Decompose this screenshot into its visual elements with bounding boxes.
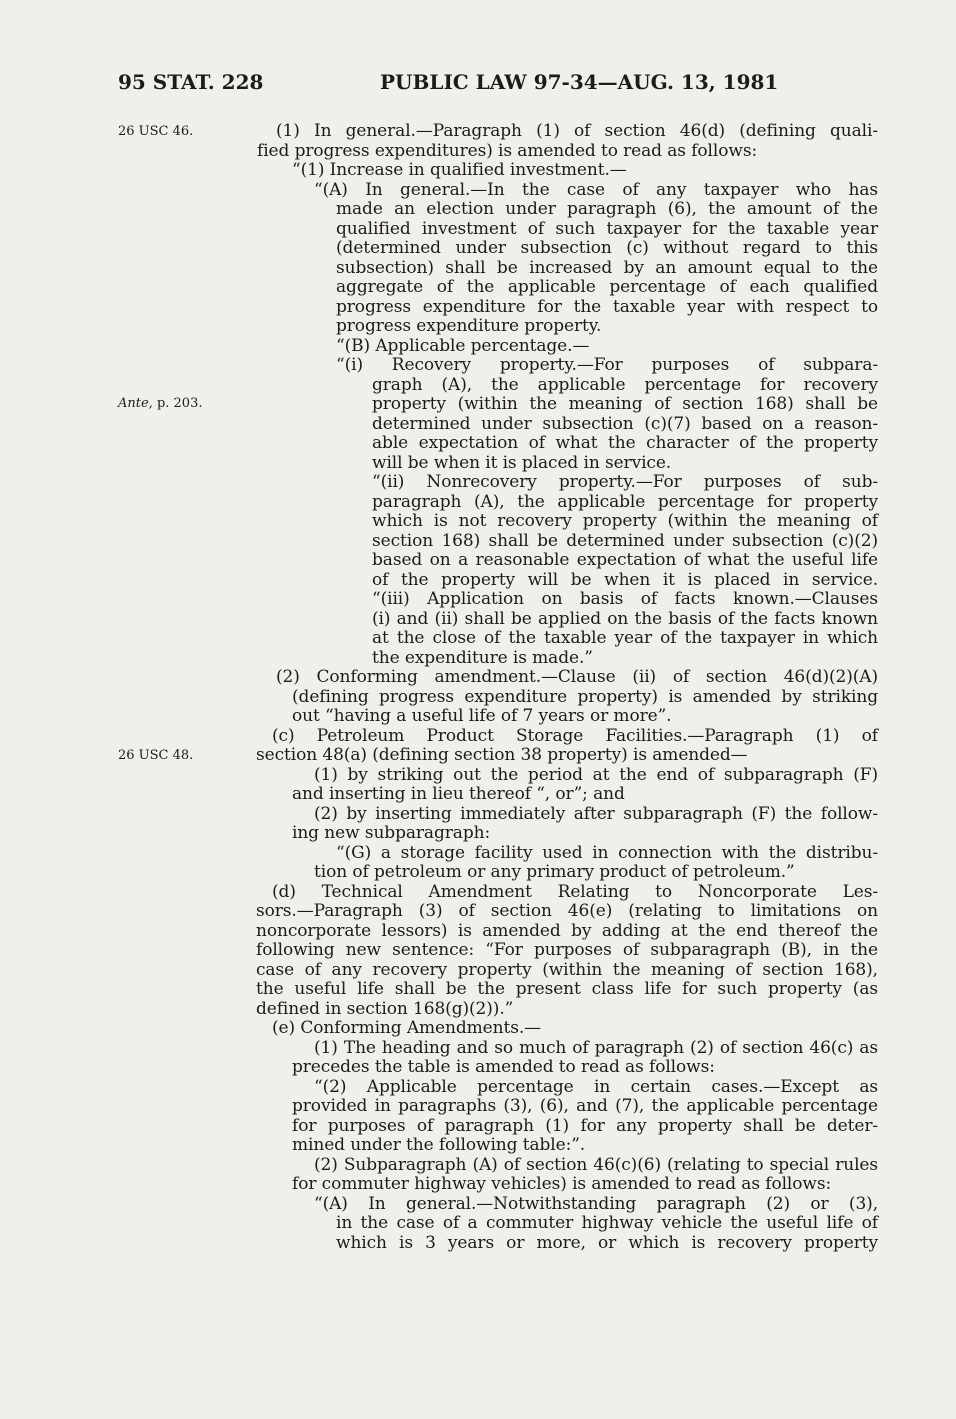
text-line: “(G) a storage facility used in connection with the distribu- [336, 842, 878, 863]
margin-note-ante-page: p. 203. [152, 396, 203, 411]
text-line: fied progress expenditures) is amended to read as follows: [257, 140, 758, 161]
text-line: section 48(a) (defining section 38 property) is amended— [256, 745, 748, 765]
text-line: provided in paragraphs (3), (6), and (7), the applicable percentage [292, 1096, 878, 1116]
text-line: “(1) Increase in qualified investment.— [292, 160, 627, 180]
margin-note-ante [118, 396, 202, 411]
text-line: for commuter highway vehicles) is amended to read as follows: [292, 1174, 832, 1194]
text-line: made an election under paragraph (6), the amount of the [336, 199, 878, 219]
text-line: (2) Conforming amendment.—Clause (ii) of section 46(d)(2)(A) [276, 667, 878, 687]
text-line: (1) The heading and so much of paragraph (2) of section 46(c) as [314, 1037, 878, 1058]
text-line: subsection) shall be increased by an amount equal to the [336, 257, 878, 278]
text-line: sors.—Paragraph (3) of section 46(e) (relating to limitations on [256, 901, 878, 921]
text-line: and inserting in lieu thereof “, or”; and [292, 784, 625, 804]
text-line: in the case of a commuter highway vehicle the useful life of [336, 1213, 878, 1233]
text-line: progress expenditure for the taxable year with respect to [336, 296, 878, 317]
text-line: (2) Subparagraph (A) of section 46(c)(6) (relating to special rules [314, 1154, 878, 1175]
page-header [0, 70, 956, 102]
text-line: progress expenditure property. [336, 316, 602, 336]
text-line: (2) by inserting immediately after subparagraph (F) the follow- [314, 803, 878, 824]
text-line: paragraph (A), the applicable percentage for property [372, 491, 878, 512]
text-line: (1) In general.—Paragraph (1) of section 46(d) (defining quali- [276, 121, 878, 141]
statute-body [256, 122, 878, 1253]
text-line: based on a reasonable expectation of what the useful life [372, 550, 878, 570]
text-line: (c) Petroleum Product Storage Facilities.—Paragraph (1) of [272, 725, 878, 746]
text-line: out “having a useful life of 7 years or more”. [292, 706, 672, 726]
text-line: (1) by striking out the period at the end of subparagraph (F) [314, 764, 878, 785]
text-line: following new sentence: “For purposes of subparagraph (B), in the [256, 940, 878, 960]
text-line: tion of petroleum or any primary product of petroleum.” [314, 862, 795, 882]
text-line: “(ii) Nonrecovery property.—For purposes of sub- [372, 472, 878, 492]
text-line: mined under the following table:”. [292, 1135, 586, 1155]
margin-note-ante-italic: Ante, [118, 396, 153, 411]
text-line: determined under subsection (c)(7) based on a reason- [372, 413, 878, 434]
text-line: (determined under subsection (c) without regard to this [336, 238, 878, 258]
text-line: able expectation of what the character of the property [372, 433, 878, 453]
text-line: of the property will be when it is placed in service. [372, 569, 878, 590]
text-line: noncorporate lessors) is amended by adding at the end thereof the [256, 920, 878, 941]
text-line: property (within the meaning of section 168) shall be [372, 394, 878, 414]
text-line: which is 3 years or more, or which is recovery property [336, 1232, 878, 1253]
text-line: qualified investment of such taxpayer for the taxable year [336, 218, 878, 239]
text-line: defined in section 168(g)(2)).” [256, 998, 514, 1019]
text-line: “(iii) Application on basis of facts known.—Clauses [372, 589, 878, 609]
text-line: the useful life shall be the present class life for such property (as [256, 979, 878, 999]
margin-note-26-usc-48: 26 USC 48. [118, 748, 194, 763]
text-line: at the close of the taxable year of the taxpayer in which [372, 628, 878, 648]
text-line: precedes the table is amended to read as follows: [292, 1057, 715, 1077]
text-line: “(A) In general.—In the case of any taxpayer who has [314, 179, 878, 200]
text-line: which is not recovery property (within the meaning of [372, 511, 878, 531]
text-line: “(2) Applicable percentage in certain cases.—Except as [314, 1076, 878, 1097]
text-line: (defining progress expenditure property) is amended by striking [292, 686, 878, 707]
text-line: (e) Conforming Amendments.— [272, 1018, 542, 1038]
text-line: (d) Technical Amendment Relating to Noncorporate Les- [272, 881, 878, 902]
statute-citation: 95 STAT. 228 [118, 70, 264, 94]
margin-note-26-usc-46: 26 USC 46. [118, 124, 194, 139]
text-line: “(A) In general.—Notwithstanding paragraph (2) or (3), [314, 1193, 878, 1214]
text-line: ing new subparagraph: [292, 823, 491, 843]
public-law-title: PUBLIC LAW 97-34—AUG. 13, 1981 [380, 70, 779, 94]
text-line: “(i) Recovery property.—For purposes of subpara- [336, 355, 878, 375]
text-line: aggregate of the applicable percentage of each qualified [336, 277, 878, 297]
text-line: (i) and (ii) shall be applied on the basis of the facts known [372, 608, 878, 629]
text-line: case of any recovery property (within the meaning of section 168), [256, 959, 878, 980]
text-line: “(B) Applicable percentage.— [336, 335, 590, 356]
text-line: will be when it is placed in service. [372, 452, 672, 473]
text-line: the expenditure is made.” [372, 647, 593, 668]
text-line: for purposes of paragraph (1) for any property shall be deter- [292, 1115, 878, 1136]
text-line: section 168) shall be determined under subsection (c)(2) [372, 530, 878, 551]
text-line: graph (A), the applicable percentage for recovery [372, 374, 878, 395]
